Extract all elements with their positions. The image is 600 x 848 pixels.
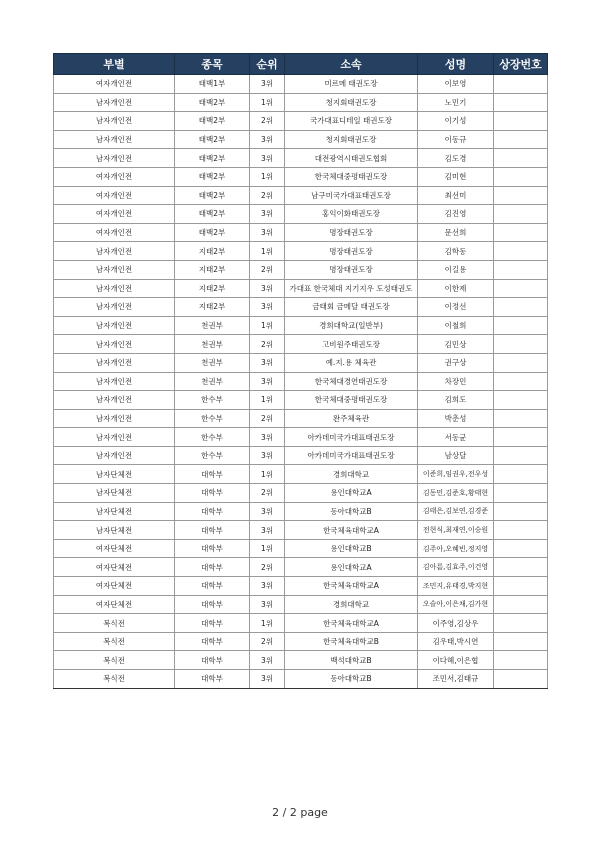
cell-event: 대학부 [175,465,250,484]
table-row [54,446,548,465]
cell-award-number [494,465,548,484]
cell-name: 이동규 [418,130,494,149]
cell-event: 태백2부 [175,130,250,149]
cell-rank: 2위 [250,558,285,577]
cell-rank: 1위 [250,539,285,558]
table-row [54,316,548,335]
cell-name: 이주영,김상우 [418,614,494,633]
cell-name: 서동균 [418,428,494,447]
table-row [54,484,548,503]
cell-award-number [494,353,548,372]
cell-event: 한수부 [175,446,250,465]
cell-event: 대학부 [175,632,250,651]
table-row [54,409,548,428]
table-row [54,521,548,540]
cell-event: 천권부 [175,372,250,391]
cell-rank: 1위 [250,614,285,633]
cell-name: 이준희,임권우,전우성 [418,465,494,484]
cell-affiliation: 완주체육관 [285,409,418,428]
cell-event: 태백2부 [175,167,250,186]
cell-name: 김희도 [418,391,494,410]
cell-event: 태백1부 [175,75,250,94]
cell-event: 태백2부 [175,112,250,131]
cell-rank: 3위 [250,149,285,168]
cell-event: 태백2부 [175,149,250,168]
cell-name: 김우태,박시연 [418,632,494,651]
cell-division: 여자개인전 [54,167,175,186]
cell-rank: 1위 [250,391,285,410]
cell-award-number [494,409,548,428]
cell-affiliation: 동아대학교B [285,670,418,689]
cell-affiliation: 한국체대중평태권도장 [285,167,418,186]
cell-event: 한수부 [175,428,250,447]
cell-name: 이기성 [418,112,494,131]
cell-affiliation: 경희대학교 [285,595,418,614]
cell-award-number [494,372,548,391]
cell-rank: 1위 [250,242,285,261]
cell-award-number [494,260,548,279]
cell-division: 남자개인전 [54,242,175,261]
cell-event: 대학부 [175,558,250,577]
cell-division: 복식전 [54,614,175,633]
cell-affiliation: 미르메 태권도장 [285,75,418,94]
cell-division: 남자개인전 [54,428,175,447]
cell-name: 오슬아,이은채,김가현 [418,595,494,614]
cell-event: 지태2부 [175,242,250,261]
cell-affiliation: 경희대학교(일반부) [285,316,418,335]
cell-rank: 3위 [250,502,285,521]
table-row [54,223,548,242]
cell-affiliation: 아카데미국가대표태권도장 [285,428,418,447]
table-row [54,130,548,149]
table-row [54,502,548,521]
cell-affiliation: 한국체대경연태권도장 [285,372,418,391]
cell-division: 여자개인전 [54,205,175,224]
table-row [54,558,548,577]
cell-rank: 3위 [250,670,285,689]
cell-name: 김민상 [418,335,494,354]
cell-award-number [494,484,548,503]
cell-rank: 1위 [250,465,285,484]
cell-award-number [494,632,548,651]
cell-division: 여자개인전 [54,75,175,94]
cell-award-number [494,149,548,168]
cell-award-number [494,391,548,410]
table-row [54,353,548,372]
cell-name: 이길용 [418,260,494,279]
cell-award-number [494,242,548,261]
table-row [54,242,548,261]
cell-affiliation: 남구미국가대표태권도장 [285,186,418,205]
cell-event: 태백2부 [175,186,250,205]
cell-affiliation: 한국체육대학교B [285,632,418,651]
cell-division: 남자개인전 [54,130,175,149]
table-row [54,298,548,317]
cell-name: 김진영 [418,205,494,224]
cell-division: 복식전 [54,632,175,651]
table-row [54,428,548,447]
cell-rank: 3위 [250,577,285,596]
table-row [54,465,548,484]
cell-name: 김미현 [418,167,494,186]
header-award-number: 상장번호 [494,54,548,75]
cell-name: 이한제 [418,279,494,298]
cell-award-number [494,167,548,186]
cell-rank: 1위 [250,316,285,335]
cell-division: 남자개인전 [54,335,175,354]
results-table [53,53,548,689]
cell-division: 복식전 [54,651,175,670]
cell-award-number [494,558,548,577]
cell-affiliation: 고비원주태권도장 [285,335,418,354]
cell-division: 남자개인전 [54,409,175,428]
cell-affiliation: 용인대학교A [285,484,418,503]
cell-award-number [494,335,548,354]
cell-name: 이다혜,이은협 [418,651,494,670]
table-row [54,167,548,186]
cell-event: 대학부 [175,595,250,614]
cell-name: 김주아,오혜빈,정지영 [418,539,494,558]
cell-award-number [494,595,548,614]
cell-name: 이정선 [418,298,494,317]
cell-event: 태백2부 [175,205,250,224]
cell-name: 문선희 [418,223,494,242]
cell-award-number [494,521,548,540]
table-row [54,75,548,94]
header-affiliation: 소속 [285,54,418,75]
cell-affiliation: 경희대학교 [285,465,418,484]
cell-event: 대학부 [175,502,250,521]
cell-name: 김동민,김준호,황태현 [418,484,494,503]
table-row [54,260,548,279]
table-row [54,93,548,112]
cell-affiliation: 대전광역시태권도협회 [285,149,418,168]
cell-event: 태백2부 [175,223,250,242]
cell-affiliation: 청지회태권도장 [285,130,418,149]
cell-affiliation: 한국체육대학교A [285,614,418,633]
cell-award-number [494,670,548,689]
cell-rank: 1위 [250,93,285,112]
cell-event: 천권부 [175,353,250,372]
cell-affiliation: 명장태권도장 [285,260,418,279]
cell-division: 남자개인전 [54,149,175,168]
cell-event: 지태2부 [175,298,250,317]
cell-affiliation: 동아대학교B [285,502,418,521]
cell-name: 노민기 [418,93,494,112]
table-row [54,279,548,298]
cell-affiliation: 아카데미국가대표태권도장 [285,446,418,465]
cell-rank: 3위 [250,372,285,391]
cell-division: 남자단체전 [54,465,175,484]
cell-award-number [494,112,548,131]
cell-affiliation: 백석대학교B [285,651,418,670]
cell-award-number [494,614,548,633]
cell-division: 남자단체전 [54,521,175,540]
cell-affiliation: 용인대학교A [285,558,418,577]
cell-affiliation: 용인대학교B [285,539,418,558]
cell-rank: 3위 [250,353,285,372]
cell-name: 남상달 [418,446,494,465]
cell-division: 여자단체전 [54,539,175,558]
cell-rank: 2위 [250,335,285,354]
cell-affiliation: 명장태권도장 [285,223,418,242]
table-row [54,372,548,391]
cell-division: 여자단체전 [54,595,175,614]
cell-name: 조민서,김태규 [418,670,494,689]
cell-name: 이철희 [418,316,494,335]
cell-event: 대학부 [175,521,250,540]
cell-affiliation: 청지회태권도장 [285,93,418,112]
table-row [54,335,548,354]
table-row [54,391,548,410]
cell-award-number [494,446,548,465]
table-header [54,54,548,75]
cell-rank: 3위 [250,223,285,242]
cell-award-number [494,130,548,149]
cell-division: 여자개인전 [54,223,175,242]
cell-rank: 3위 [250,428,285,447]
cell-affiliation: 예.지.용 체육관 [285,353,418,372]
cell-award-number [494,205,548,224]
cell-event: 대학부 [175,651,250,670]
cell-event: 대학부 [175,484,250,503]
cell-award-number [494,577,548,596]
cell-name: 박춘성 [418,409,494,428]
cell-affiliation: 가대표 한국체대 지기지우 도성태권도 [285,279,418,298]
cell-division: 여자단체전 [54,577,175,596]
cell-name: 최선미 [418,186,494,205]
cell-rank: 2위 [250,260,285,279]
cell-affiliation: 한국체육대학교A [285,521,418,540]
cell-award-number [494,93,548,112]
header-row [54,54,548,75]
cell-rank: 3위 [250,130,285,149]
cell-name: 차장민 [418,372,494,391]
cell-event: 한수부 [175,391,250,410]
cell-division: 남자개인전 [54,391,175,410]
table-body [54,75,548,689]
cell-division: 복식전 [54,670,175,689]
cell-award-number [494,428,548,447]
table-row [54,112,548,131]
table-row [54,149,548,168]
cell-division: 남자개인전 [54,372,175,391]
page-number: 2 / 2 page [272,806,328,819]
cell-event: 대학부 [175,539,250,558]
table-row [54,651,548,670]
table-row [54,186,548,205]
cell-rank: 3위 [250,446,285,465]
cell-affiliation: 한국체대중평태권도장 [285,391,418,410]
cell-name: 조민지,유태경,박지현 [418,577,494,596]
cell-award-number [494,223,548,242]
cell-award-number [494,75,548,94]
cell-division: 여자단체전 [54,558,175,577]
cell-division: 남자개인전 [54,316,175,335]
cell-affiliation: 홍익이화태권도장 [285,205,418,224]
table-row [54,614,548,633]
cell-rank: 3위 [250,595,285,614]
cell-division: 남자단체전 [54,502,175,521]
cell-rank: 1위 [250,167,285,186]
cell-affiliation: 명장태권도장 [285,242,418,261]
cell-division: 남자개인전 [54,446,175,465]
header-event: 종목 [175,54,250,75]
cell-award-number [494,651,548,670]
cell-rank: 3위 [250,651,285,670]
header-name: 성명 [418,54,494,75]
cell-name: 김학동 [418,242,494,261]
cell-event: 지태2부 [175,279,250,298]
cell-event: 대학부 [175,614,250,633]
cell-name: 김태은,김보연,김경준 [418,502,494,521]
cell-name: 김아름,김효주,이건영 [418,558,494,577]
cell-event: 대학부 [175,670,250,689]
cell-award-number [494,298,548,317]
cell-rank: 3위 [250,298,285,317]
cell-division: 남자개인전 [54,93,175,112]
cell-name: 김도경 [418,149,494,168]
cell-award-number [494,279,548,298]
cell-division: 남자개인전 [54,112,175,131]
cell-rank: 3위 [250,205,285,224]
cell-event: 천권부 [175,316,250,335]
cell-event: 대학부 [175,577,250,596]
cell-division: 남자개인전 [54,298,175,317]
table-row [54,595,548,614]
cell-award-number [494,539,548,558]
cell-affiliation: 금태회 금메달 태권도장 [285,298,418,317]
cell-event: 천권부 [175,335,250,354]
table-row [54,539,548,558]
cell-event: 지태2부 [175,260,250,279]
cell-rank: 2위 [250,484,285,503]
cell-award-number [494,316,548,335]
table-row [54,670,548,689]
header-division: 부별 [54,54,175,75]
cell-division: 남자개인전 [54,353,175,372]
table-row [54,205,548,224]
cell-division: 남자단체전 [54,484,175,503]
cell-affiliation: 국가대표디테일 태권도장 [285,112,418,131]
cell-event: 태백2부 [175,93,250,112]
cell-award-number [494,186,548,205]
cell-event: 한수부 [175,409,250,428]
cell-rank: 2위 [250,186,285,205]
table-row [54,632,548,651]
cell-division: 남자개인전 [54,260,175,279]
cell-division: 여자개인전 [54,186,175,205]
cell-rank: 2위 [250,632,285,651]
cell-rank: 2위 [250,409,285,428]
cell-name: 권구상 [418,353,494,372]
cell-rank: 3위 [250,279,285,298]
cell-award-number [494,502,548,521]
header-rank: 순위 [250,54,285,75]
table-row [54,577,548,596]
cell-division: 남자개인전 [54,279,175,298]
cell-rank: 3위 [250,75,285,94]
cell-name: 이보영 [418,75,494,94]
cell-rank: 2위 [250,112,285,131]
cell-name: 전현식,최재연,이승원 [418,521,494,540]
cell-affiliation: 한국체육대학교A [285,577,418,596]
cell-rank: 3위 [250,521,285,540]
